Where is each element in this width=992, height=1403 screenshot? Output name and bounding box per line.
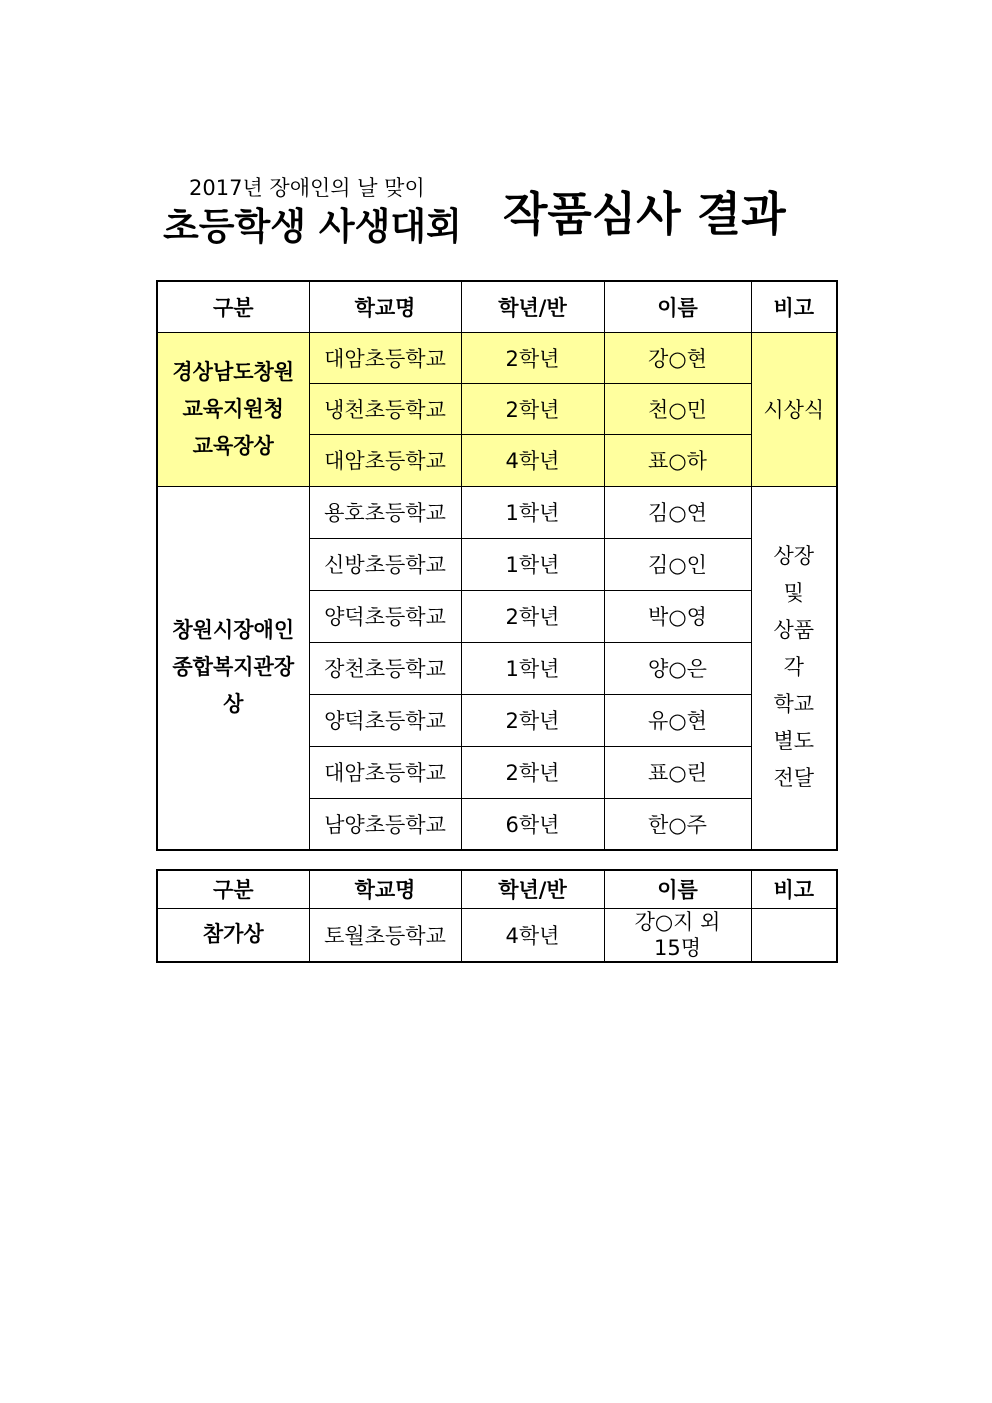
document-subtitle: 2017년 장애인의 날 맞이 [189, 176, 425, 200]
grade-cell: 4학년 [461, 908, 604, 962]
title-block [163, 168, 803, 248]
school-cell: 대암초등학교 [309, 746, 461, 798]
category-line: 경상남도창원 [172, 359, 295, 384]
grade-cell: 1학년 [461, 538, 604, 590]
student-name-cell: 표○하 [604, 434, 751, 486]
school-cell: 신방초등학교 [309, 538, 461, 590]
school-cell: 장천초등학교 [309, 642, 461, 694]
student-name-cell: 양○은 [604, 642, 751, 694]
note-ceremony: 시상식 [751, 332, 837, 486]
student-name-cell: 한○주 [604, 798, 751, 850]
note-delivery [751, 486, 837, 850]
grade-cell: 2학년 [461, 746, 604, 798]
note-line: 별도 [773, 729, 815, 754]
school-cell: 용호초등학교 [309, 486, 461, 538]
award-category-welfare-center [157, 486, 309, 850]
grade-cell: 2학년 [461, 383, 604, 434]
header-school: 학교명 [309, 870, 461, 908]
grade-cell: 2학년 [461, 590, 604, 642]
school-cell: 남양초등학교 [309, 798, 461, 850]
grade-cell: 6학년 [461, 798, 604, 850]
grade-cell: 1학년 [461, 642, 604, 694]
table-header-row [157, 281, 837, 332]
header-school: 학교명 [309, 281, 461, 332]
school-cell: 양덕초등학교 [309, 694, 461, 746]
header-category: 구분 [157, 870, 309, 908]
header-note: 비고 [751, 281, 837, 332]
student-name-cell: 표○린 [604, 746, 751, 798]
student-name-cell: 강○현 [604, 332, 751, 383]
header-note: 비고 [751, 870, 837, 908]
results-table [156, 280, 838, 851]
name-line: 15명 [653, 935, 701, 960]
award-category-participation: 참가상 [157, 908, 309, 962]
table-row [157, 332, 837, 383]
student-name-cell: 김○인 [604, 538, 751, 590]
table-row [157, 908, 837, 962]
student-name-cell: 유○현 [604, 694, 751, 746]
header-name: 이름 [604, 281, 751, 332]
header-name: 이름 [604, 870, 751, 908]
note-line: 전달 [773, 766, 815, 791]
school-cell: 냉천초등학교 [309, 383, 461, 434]
grade-cell: 2학년 [461, 332, 604, 383]
student-name-cell: 박○영 [604, 590, 751, 642]
table-header-row [157, 870, 837, 908]
table-row [157, 486, 837, 538]
category-line: 교육장상 [192, 433, 274, 458]
document-title-right: 작품심사 결과 [503, 187, 786, 241]
student-name-cell [604, 908, 751, 962]
school-cell: 대암초등학교 [309, 332, 461, 383]
school-cell: 양덕초등학교 [309, 590, 461, 642]
name-line: 강○지 외 [634, 909, 721, 934]
category-line: 종합복지관장 [172, 655, 295, 680]
student-name-cell: 김○연 [604, 486, 751, 538]
header-grade: 학년/반 [461, 281, 604, 332]
grade-cell: 4학년 [461, 434, 604, 486]
category-line: 교육지원청 [182, 396, 284, 421]
note-line: 상장 [773, 544, 815, 569]
grade-cell: 2학년 [461, 694, 604, 746]
note-cell [751, 908, 837, 962]
school-cell: 토월초등학교 [309, 908, 461, 962]
grade-cell: 1학년 [461, 486, 604, 538]
participation-table [156, 869, 838, 963]
note-line: 학교 [773, 692, 815, 717]
header-grade: 학년/반 [461, 870, 604, 908]
category-line: 상 [223, 692, 244, 717]
note-line: 각 [783, 655, 804, 680]
student-name-cell: 천○민 [604, 383, 751, 434]
category-line: 창원시장애인 [172, 618, 295, 643]
header-category: 구분 [157, 281, 309, 332]
document-title-left: 초등학생 사생대회 [163, 205, 462, 248]
note-line: 상품 [773, 618, 815, 643]
school-cell: 대암초등학교 [309, 434, 461, 486]
award-category-education-office [157, 332, 309, 486]
note-line: 및 [783, 581, 804, 606]
